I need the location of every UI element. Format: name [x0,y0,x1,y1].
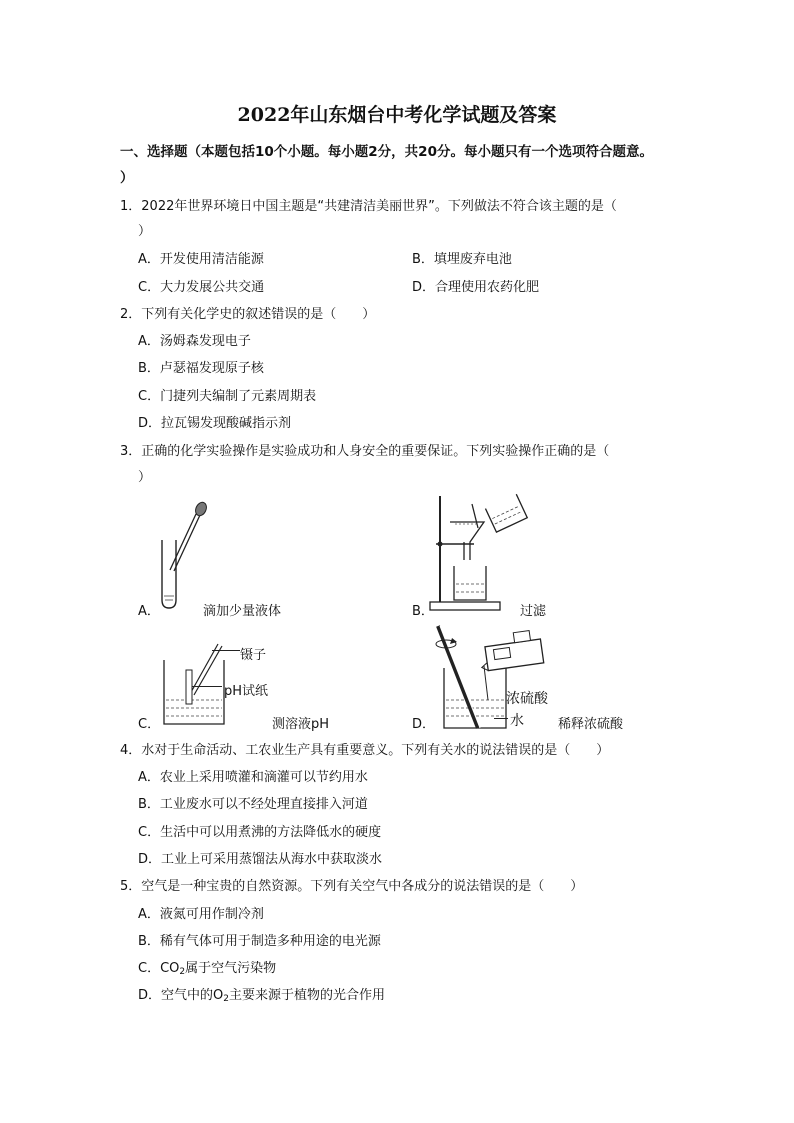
q3-figure-b-caption: 过滤 [520,604,547,619]
q5-option-d-pre: D．空气中的O [138,988,224,1003]
q4-option-a: A．农业上采用喷灌和滴灌可以节约用水 [138,770,368,785]
q1-option-a: A．开发使用清洁能源 [138,252,264,267]
q2-option-a: A．汤姆森发现电子 [138,334,251,349]
figure-ph-test [160,640,230,728]
q2-option-b: B．卢瑟福发现原子核 [138,361,264,376]
q5-option-d [138,984,385,1004]
q5-option-c-post: 属于空气污染物 [185,961,277,976]
q4-option-d: D．工业上可采用蒸馏法从海水中获取淡水 [138,852,383,867]
water-pointer-line [494,718,508,719]
section-heading-close: ） [120,170,134,186]
q5-option-d-sub: 2 [223,994,229,1004]
q1-option-d: D．合理使用农药化肥 [412,280,540,295]
tweezers-pointer-line [212,650,240,651]
q1-stem: 1．2022年世界环境日中国主题是“共建清洁美丽世界”。下列做法不符合该主题的是（ [120,199,617,214]
q1-option-c: C．大力发展公共交通 [138,280,265,295]
q3-figure-a-letter: A． [138,604,160,619]
figure-dropper [150,500,210,610]
q3-figure-b-letter: B． [412,604,434,619]
q2-option-c: C．门捷列夫编制了元素周期表 [138,389,317,404]
q4-option-b: B．工业废水可以不经处理直接排入河道 [138,797,368,812]
q5-option-a: A．液氮可用作制冷剂 [138,907,264,922]
q5-option-c-pre: C．CO [138,961,180,976]
q4-stem: 4．水对于生命活动、工农业生产具有重要意义。下列有关水的说法错误的是（ ） [120,743,610,758]
water-label: 水 [510,713,524,729]
q3-stem: 3．正确的化学实验操作是实验成功和人身安全的重要保证。下列实验操作正确的是（ [120,444,610,459]
figure-dilution [430,622,560,732]
q2-stem: 2．下列有关化学史的叙述错误的是（ ） [120,307,376,322]
q3-figure-d-caption: 稀释浓硫酸 [558,717,624,732]
q5-option-d-post: 主要来源于植物的光合作用 [228,988,385,1003]
q3-stem-close: ） [138,470,152,485]
paper-pointer-line [192,686,222,687]
q1-option-b: B．填埋废弃电池 [412,252,512,267]
q3-figure-d-letter: D． [412,717,436,732]
figure-filtration [428,492,538,614]
acid-label: 浓硫酸 [506,691,548,707]
q3-figure-c-caption: 测溶液pH [272,717,330,732]
q5-option-b: B．稀有气体可用于制造多种用途的电光源 [138,934,381,949]
q4-option-c: C．生活中可以用煮沸的方法降低水的硬度 [138,825,382,840]
section-heading: 一、选择题（本题包括10个小题。每小题2分，共20分。每小题只有一个选项符合题意。 [120,144,653,160]
tweezers-label: 镊子 [240,648,267,663]
q5-option-c [138,957,276,977]
q3-figure-a-caption: 滴加少量液体 [203,604,282,619]
q2-option-d: D．拉瓦锡发现酸碱指示剂 [138,416,292,431]
q3-figure-c-letter: C． [138,717,161,732]
q5-option-c-sub: 2 [179,967,186,977]
page-title: 2022年山东烟台中考化学试题及答案 [237,104,557,126]
ph-paper-label: pH试纸 [224,684,269,699]
q5-stem: 5．空气是一种宝贵的自然资源。下列有关空气中各成分的说法错误的是（ ） [120,879,584,894]
q1-stem-close: ） [138,224,152,239]
